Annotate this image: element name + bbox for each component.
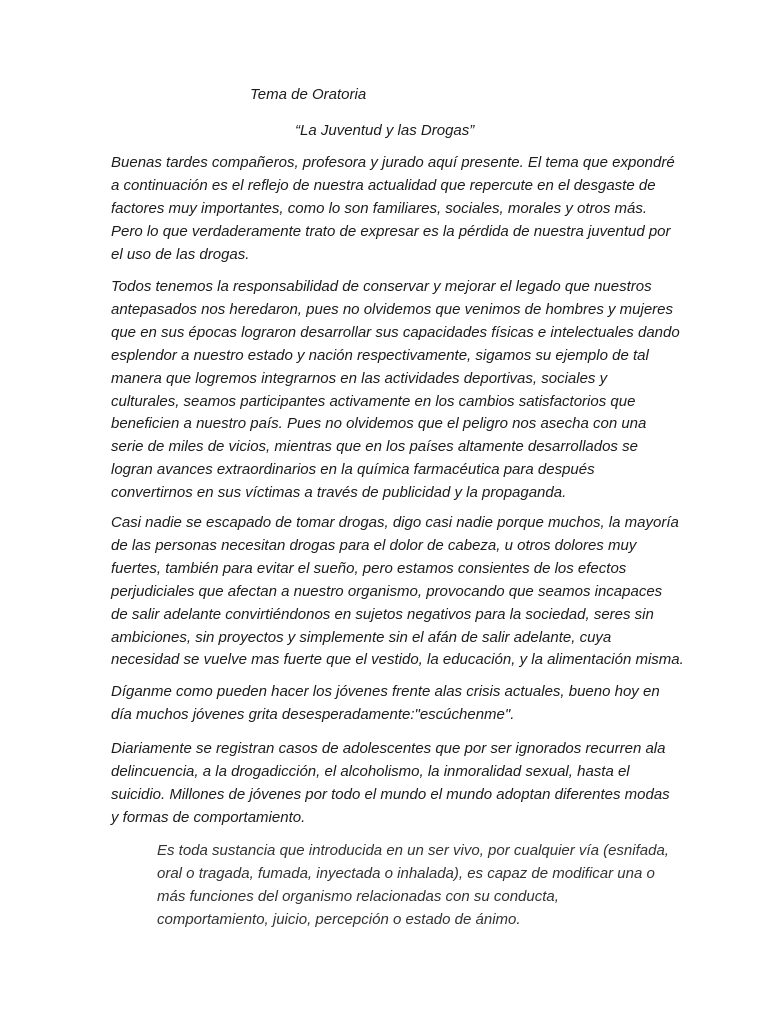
text-line: necesidad se vuelve mas fuerte que el vestido, la educación, y la alimentación misma. xyxy=(111,651,684,669)
quote-line: Es toda sustancia que introducida en un ser vivo, por cualquier vía (esnifada, xyxy=(157,842,669,859)
text-line: convertirnos en sus víctimas a través de publicidad y la propaganda. xyxy=(111,484,567,502)
text-line: Todos tenemos la responsabilidad de conservar y mejorar el legado que nuestros xyxy=(111,278,652,295)
text-line: fuertes, también para evitar el sueño, pero estamos consientes de los efectos xyxy=(111,559,627,577)
text-line: el uso de las drogas. xyxy=(111,245,250,263)
document-subtitle: “La Juventud y las Drogas” xyxy=(295,122,475,139)
text-line: manera que logremos integrarnos en las actividades deportivas, sociales y xyxy=(111,369,608,387)
text-line: Buenas tardes compañeros, profesora y jurado aquí presente. El tema que expondré xyxy=(111,154,675,171)
text-line: Casi nadie se escapado de tomar drogas, digo casi nadie porque muchos, la mayoría xyxy=(111,514,679,531)
text-line: de las personas necesitan drogas para el dolor de cabeza, u otros dolores muy xyxy=(111,536,637,554)
text-line: serie de miles de vicios, mientras que en los países altamente desarrollados se xyxy=(111,438,638,456)
text-line: ambiciones, sin proyectos y simplemente sin el afán de salir adelante, cuya xyxy=(111,628,612,646)
drug-definition-quote xyxy=(157,840,669,932)
text-line: que en sus épocas lograron desarrollar sus capacidades físicas e intelectuales dando xyxy=(111,323,680,341)
text-line: a continuación es el reflejo de nuestra actualidad que repercute en el desgaste de xyxy=(111,176,656,194)
paragraph-adolescents xyxy=(111,738,670,830)
document-title: Tema de Oratoria xyxy=(250,86,367,103)
text-line: antepasados nos heredaron, pues no olvidemos que venimos de hombres y mujeres xyxy=(111,300,674,318)
text-line: perjudiciales que afectan a nuestro organismo, provocando que seamos incapaces xyxy=(111,582,663,600)
text-line: Díganme como pueden hacer los jóvenes frente alas crisis actuales, bueno hoy en xyxy=(111,683,660,700)
paragraph-youth-crisis xyxy=(111,681,660,727)
text-line: beneficien a nuestro país. Pues no olvidemos que el peligro nos asecha con una xyxy=(111,415,647,433)
paragraph-drug-use xyxy=(111,512,684,672)
text-line: día muchos jóvenes grita desesperadamente:"escúchenme". xyxy=(111,705,515,723)
text-line: esplendor a nuestro estado y nación respectivamente, sigamos su ejemplo de tal xyxy=(111,346,649,364)
text-line: factores muy importantes, como lo son familiares, sociales, morales y otros más. xyxy=(111,199,648,217)
text-line: delincuencia, a la drogadicción, el alcoholismo, la inmoralidad sexual, hasta el xyxy=(111,762,630,780)
text-line: y formas de comportamiento. xyxy=(111,808,306,826)
paragraph-responsibility xyxy=(111,276,680,505)
paragraph-introduction xyxy=(111,152,675,267)
quote-line: más funciones del organismo relacionadas con su conducta, xyxy=(157,887,559,905)
text-line: culturales, seamos participantes activamente en los cambios satisfactorios que xyxy=(111,392,636,410)
quote-line: comportamiento, juicio, percepción o estado de ánimo. xyxy=(157,910,521,928)
text-line: Diariamente se registran casos de adolescentes que por ser ignorados recurren ala xyxy=(111,740,666,757)
text-line: Pero lo que verdaderamente trato de expresar es la pérdida de nuestra juventud por xyxy=(111,222,671,240)
text-line: de salir adelante convirtiéndonos en sujetos negativos para la sociedad, seres sin xyxy=(111,605,654,623)
text-line: logran avances extraordinarios en la química farmacéutica para después xyxy=(111,461,595,479)
text-line: suicidio. Millones de jóvenes por todo el mundo el mundo adoptan diferentes modas xyxy=(111,785,670,803)
quote-line: oral o tragada, fumada, inyectada o inhalada), es capaz de modificar una o xyxy=(157,864,655,882)
